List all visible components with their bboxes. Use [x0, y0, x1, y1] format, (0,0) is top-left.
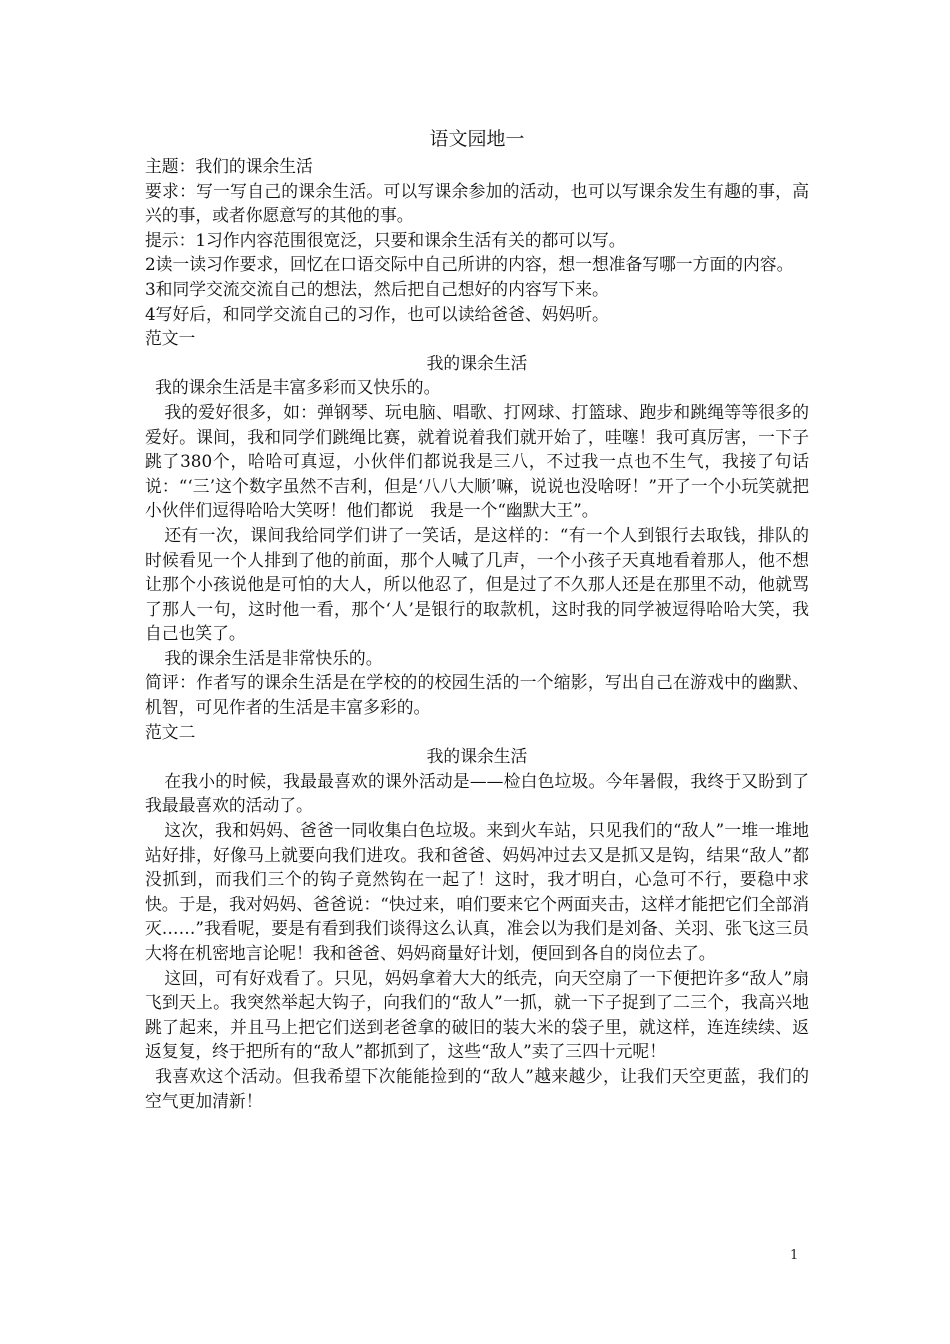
topic-line: 主题：我们的课余生活: [145, 156, 313, 176]
sample-2-title: 我的课余生活: [426, 746, 528, 767]
sample-1-paragraph: 我的课余生活是非常快乐的。: [164, 647, 383, 668]
sample-1-paragraph: 还有一次，课间我给同学们讲了一笑话，是这样的：“有一个人到银行去取钱，排队的时候看见一个人排到了他的前面，那个人喊了几声，一个小孩子天真地看着那人，他不想让那个小孩说他是可怕的大人，所以他忍了，但是过了不久那人还是在那里不动，他就骂了那人一句，这时他一看，那个‘人’是银行的取款机，这时我的同学被逗得哈哈大笑，我自己也笑了。: [145, 524, 809, 644]
tip-4: 4写好后，和同学交流自己的习作，也可以读给爸爸、妈妈听。: [145, 303, 609, 324]
sample-1-comment: 简评：作者写的课余生活是在学校的的校园生活的一个缩影，写出自己在游戏中的幽默、机智，可见作者的生活是丰富多彩的。: [145, 672, 809, 718]
tip-1: 提示：1习作内容范围很宽泛，只要和课余生活有关的都可以写。: [145, 229, 626, 250]
sample-2-paragraph: 在我小的时候，我最最喜欢的课外活动是——检白色垃圾。今年暑假，我终于又盼到了我最最喜欢的活动了。: [145, 770, 809, 816]
sample-1-title: 我的课余生活: [426, 352, 528, 373]
page-number: 1: [790, 1248, 799, 1263]
sample-2-label: 范文二: [145, 721, 196, 742]
sample-2-paragraph: 这次，我和妈妈、爸爸一同收集白色垃圾。来到火车站，只见我们的“敌人”一堆一堆地站好排，好像马上就要向我们进攻。我和爸爸、妈妈冲过去又是抓又是钩，结果“敌人”都没抓到，而我们三个的钩子竟然钩在一起了！这时，我才明白，心急可不行，要稳中求快。于是，我对妈妈、爸爸说：“快过来，咱们要来它个两面夹击，这样才能把它们全部消灭……”我看呢，要是有看到我们谈得这么认真，准会以为我们是刘备、关羽、张飞这三员大将在机密地言论呢！我和爸爸、妈妈商量好计划，便回到各自的岗位去了。: [145, 820, 809, 963]
sample-1-label: 范文一: [145, 328, 196, 349]
tip-3: 3和同学交流交流自己的想法，然后把自己想好的内容写下来。: [145, 278, 609, 299]
page-title: 语文园地一: [429, 128, 525, 150]
sample-2-paragraph: 我喜欢这个活动。但我希望下次能能捡到的“敌人”越来越少，让我们天空更蓝，我们的空气更加清新！: [145, 1065, 809, 1111]
sample-1-paragraph: 我的爱好很多，如：弹钢琴、玩电脑、唱歌、打网球、打篮球、跑步和跳绳等等很多的爱好。课间，我和同学们跳绳比赛，就着说着我们就开始了，哇噻！我可真厉害，一下子跳了380个，哈哈可真逗，小伙伴们都说我是三八，不过我一点也不生气，我接了句话说：“‘三’这个数字虽然不吉利，但是‘八八大顺’嘛，说说也没啥呀！”开了一个小玩笑就把小伙伴们逗得哈哈大笑呀！他们都说 我是一个“幽默大王”。: [145, 401, 809, 521]
document-page: [145, 124, 809, 1113]
sample-1-paragraph: 我的课余生活是丰富多彩而又快乐的。: [155, 377, 441, 398]
sample-2-paragraph: 这回，可有好戏看了。只见，妈妈拿着大大的纸壳，向天空扇了一下便把许多“敌人”扇飞到天上。我突然举起大钩子，向我们的“敌人”一抓，就一下子捉到了二三个，我高兴地跳了起来，并且马上把它们送到老爸拿的破旧的装大米的袋子里，就这样，连连续续、返返复复，终于把所有的“敌人”都抓到了，这些“敌人”卖了三四十元呢！: [145, 967, 809, 1062]
requirement-paragraph: 要求：写一写自己的课余生活。可以写课余参加的活动，也可以写课余发生有趣的事，高兴的事，或者你愿意写的其他的事。: [145, 180, 809, 226]
tip-2: 2读一读习作要求，回忆在口语交际中自己所讲的内容，想一想准备写哪一方面的内容。: [145, 254, 794, 275]
